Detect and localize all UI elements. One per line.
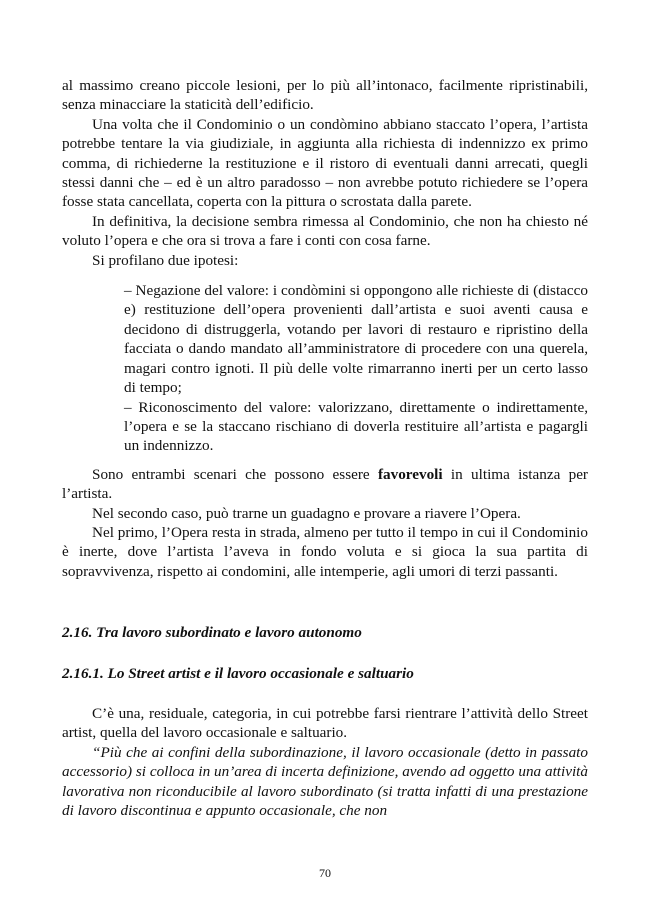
paragraph-5-pre: Sono entrambi scenari che possono essere: [92, 465, 378, 483]
paragraph-5-post: in ultima istanza per l’artista.: [62, 465, 588, 503]
paragraph-3: In definitiva, la decisione sembra rimessa al Condominio, che non ha chiesto né voluto l’opera e che ora si trova a fare i conti con cosa farne.: [62, 212, 588, 250]
paragraph-7: Nel primo, l’Opera resta in strada, almeno per tutto il tempo in cui il Condominio è inerte, dove l’artista l’aveva in fondo voluta e si gioca la sua partita di sopravvivenza, rispetto ai condomini, alle intemperie, agli umori di terzi passanti.: [62, 523, 588, 580]
paragraph-4: Si profilano due ipotesi:: [92, 251, 239, 269]
section-heading-2-16: 2.16. Tra lavoro subordinato e lavoro autonomo: [62, 624, 362, 642]
paragraph-9-quote: “Più che ai confini della subordinazione, il lavoro occasionale (detto in passato accessorio) si colloca in un’area di incerta definizione, avendo ad oggetto una attività lavorativa non riconducibile al lavoro subordinato (si tratta infatti di una prestazione di lavoro discontinua e appunto occasionale, che non: [62, 743, 588, 819]
paragraph-5-bold: favorevoli: [377, 465, 443, 483]
subsection-heading-2-16-1: 2.16.1. Lo Street artist e il lavoro occasionale e saltuario: [62, 664, 414, 682]
paragraph-1: al massimo creano piccole lesioni, per lo più all’intonaco, facilmente ripristinabili, senza minacciare la staticità dell’edificio.: [62, 77, 588, 114]
hypotheses-list: [124, 281, 588, 456]
paragraph-5: [62, 465, 588, 504]
page-body: [62, 76, 588, 820]
paragraph-8: C’è una, residuale, categoria, in cui potrebbe farsi rientrare l’attività dello Street artist, quella del lavoro occasionale e saltuario.: [62, 704, 588, 742]
page-number: 70: [319, 866, 331, 880]
list-item-recognition: – Riconoscimento del valore: valorizzano, direttamente o indirettamente, l’opera e se la staccano rischiano di doverla restituire all’artista e pagargli un indennizzo.: [124, 398, 588, 455]
paragraph-2: Una volta che il Condominio o un condòmino abbiano staccato l’opera, l’artista potrebbe tentare la via giudiziale, in aggiunta alla richiesta di indennizzo ex primo comma, di richiederne la restituzione e il ristoro di eventuali danni arrecati, quegli stessi danni che – ed è un altro paradosso – non avrebbe potuto richiedere se l’opera fosse stata cancellata, coperta con la pittura o scrostata dalla parete.: [62, 115, 588, 211]
paragraph-6: Nel secondo caso, può trarne un guadagno e provare a riavere l’Opera.: [92, 504, 521, 522]
list-item-negation: – Negazione del valore: i condòmini si oppongono alle richieste di (distacco e) restituzione dell’opera provenienti dall’artista e suoi aventi causa e decidono di distruggerla, votando per lavori di restauro e ripristino della facciata o dando mandato all’amministratore di procedere con una querela, magari contro ignoti. Il più delle volte rimarranno inerti per un certo lasso di tempo;: [124, 282, 588, 397]
